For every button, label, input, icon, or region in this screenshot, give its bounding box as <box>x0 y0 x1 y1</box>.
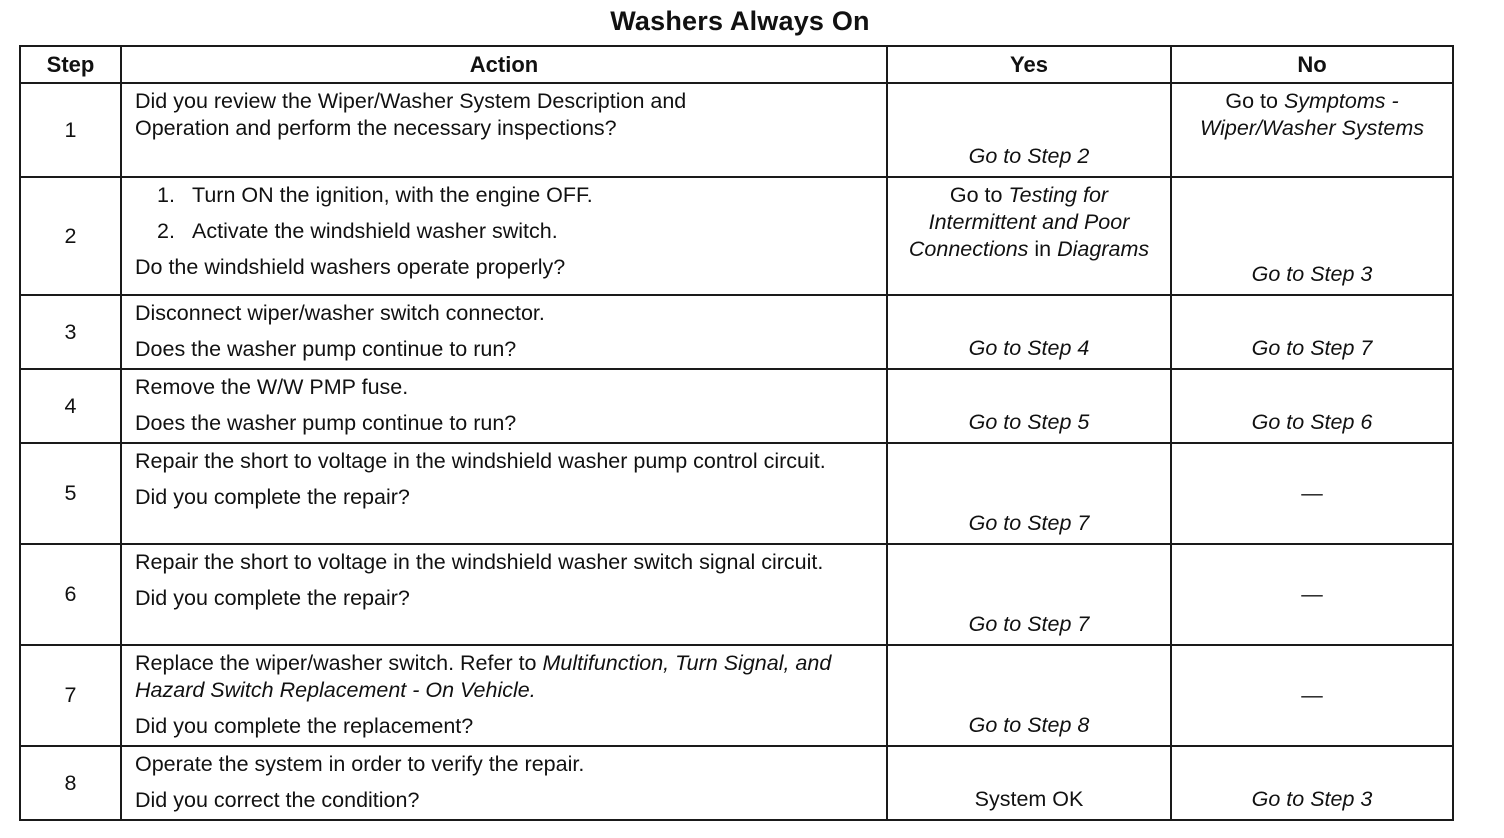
table-row <box>20 83 1453 177</box>
action-instruction <box>135 650 876 704</box>
action-instruction: Disconnect wiper/washer switch connector. <box>135 301 545 325</box>
no-dash: — <box>1301 481 1323 505</box>
step-number: 4 <box>20 369 121 443</box>
no-goto: Go to Step 3 <box>1251 262 1373 286</box>
action-cell <box>121 746 887 820</box>
yes-goto: Go to Step 7 <box>968 612 1090 636</box>
table-row <box>20 295 1453 369</box>
action-prefix: Replace the wiper/washer switch. Refer to <box>135 651 543 675</box>
action-instruction: Repair the short to voltage in the windshield washer switch signal circuit. <box>135 550 824 574</box>
yes-cell <box>887 177 1171 295</box>
step-number: 3 <box>20 295 121 369</box>
yes-result: System OK <box>974 787 1084 811</box>
action-text: Operation and perform the necessary inspections? <box>135 116 617 140</box>
header-no: No <box>1171 46 1453 83</box>
yes-goto-ref: Testing for Intermittent and Poor Connections <box>908 183 1130 261</box>
action-question: Did you correct the condition? <box>135 788 420 812</box>
action-cell <box>121 295 887 369</box>
action-suffix: . <box>529 678 536 702</box>
step-number: 6 <box>20 544 121 645</box>
action-instruction: Repair the short to voltage in the windshield washer pump control circuit. <box>135 449 826 473</box>
yes-goto: Go to Step 7 <box>968 511 1090 535</box>
no-cell <box>1171 177 1453 295</box>
action-instruction: Remove the W/W PMP fuse. <box>135 375 409 399</box>
action-cell <box>121 544 887 645</box>
yes-goto: Go to Step 5 <box>968 410 1090 434</box>
table-row <box>20 177 1453 295</box>
step-number: 2 <box>20 177 121 295</box>
yes-cell <box>887 369 1171 443</box>
no-cell <box>1171 83 1453 177</box>
action-cell <box>121 83 887 177</box>
header-yes: Yes <box>887 46 1171 83</box>
header-step: Step <box>20 46 121 83</box>
no-cell <box>1171 544 1453 645</box>
action-text: Did you review the Wiper/Washer System Description and <box>135 89 687 113</box>
yes-goto-ref2: Diagrams <box>1057 237 1150 261</box>
no-goto: Go to Step 7 <box>1251 336 1373 360</box>
action-question: Do the windshield washers operate properly? <box>135 255 566 279</box>
table-row <box>20 746 1453 820</box>
list-item-number: 1. <box>157 183 175 207</box>
yes-cell <box>887 83 1171 177</box>
yes-goto: Go to Step 2 <box>968 144 1090 168</box>
list-item <box>135 218 876 245</box>
no-cell <box>1171 369 1453 443</box>
header-action: Action <box>121 46 887 83</box>
step-number: 1 <box>20 83 121 177</box>
no-cell <box>1171 645 1453 746</box>
action-question: Did you complete the repair? <box>135 485 410 509</box>
table-row <box>20 443 1453 544</box>
table-row <box>20 369 1453 443</box>
no-dash: — <box>1301 582 1323 606</box>
table-row <box>20 544 1453 645</box>
list-item-number: 2. <box>157 219 175 243</box>
no-cell <box>1171 746 1453 820</box>
yes-cell <box>887 746 1171 820</box>
action-question: Does the washer pump continue to run? <box>135 337 517 361</box>
header-row <box>20 46 1453 83</box>
list-item-text: Turn ON the ignition, with the engine OFF. <box>192 183 593 207</box>
no-cell <box>1171 443 1453 544</box>
yes-cell <box>887 443 1171 544</box>
step-number: 8 <box>20 746 121 820</box>
list-item-text: Activate the windshield washer switch. <box>192 219 558 243</box>
action-question: Does the washer pump continue to run? <box>135 411 517 435</box>
step-number: 5 <box>20 443 121 544</box>
yes-goto: Go to Step 8 <box>968 713 1090 737</box>
yes-goto-prefix: Go to <box>949 183 1009 207</box>
step-number: 7 <box>20 645 121 746</box>
action-question: Did you complete the repair? <box>135 586 410 610</box>
table-title: Washers Always On <box>610 6 870 36</box>
action-cell <box>121 443 887 544</box>
diagnostic-table <box>19 45 1454 821</box>
yes-cell <box>887 645 1171 746</box>
no-dash: — <box>1301 683 1323 707</box>
no-goto: Go to Step 6 <box>1251 410 1373 434</box>
action-cell <box>121 369 887 443</box>
action-instruction: Operate the system in order to verify the repair. <box>135 752 585 776</box>
list-item <box>135 182 876 209</box>
no-goto-prefix: Go to <box>1225 89 1284 113</box>
no-cell <box>1171 295 1453 369</box>
action-cell <box>121 177 887 295</box>
no-goto: Go to Step 3 <box>1251 787 1373 811</box>
yes-goto-mid: in <box>1028 237 1058 261</box>
action-question: Did you complete the replacement? <box>135 714 474 738</box>
action-cell <box>121 645 887 746</box>
no-goto-ref: Symptoms - Wiper/Washer Systems <box>1199 89 1425 140</box>
action-ref: Multifunction, Turn Signal, and Hazard Switch Replacement - On Vehicle <box>135 651 832 702</box>
yes-goto: Go to Step 4 <box>968 336 1090 360</box>
yes-cell <box>887 544 1171 645</box>
table-row <box>20 645 1453 746</box>
yes-cell <box>887 295 1171 369</box>
